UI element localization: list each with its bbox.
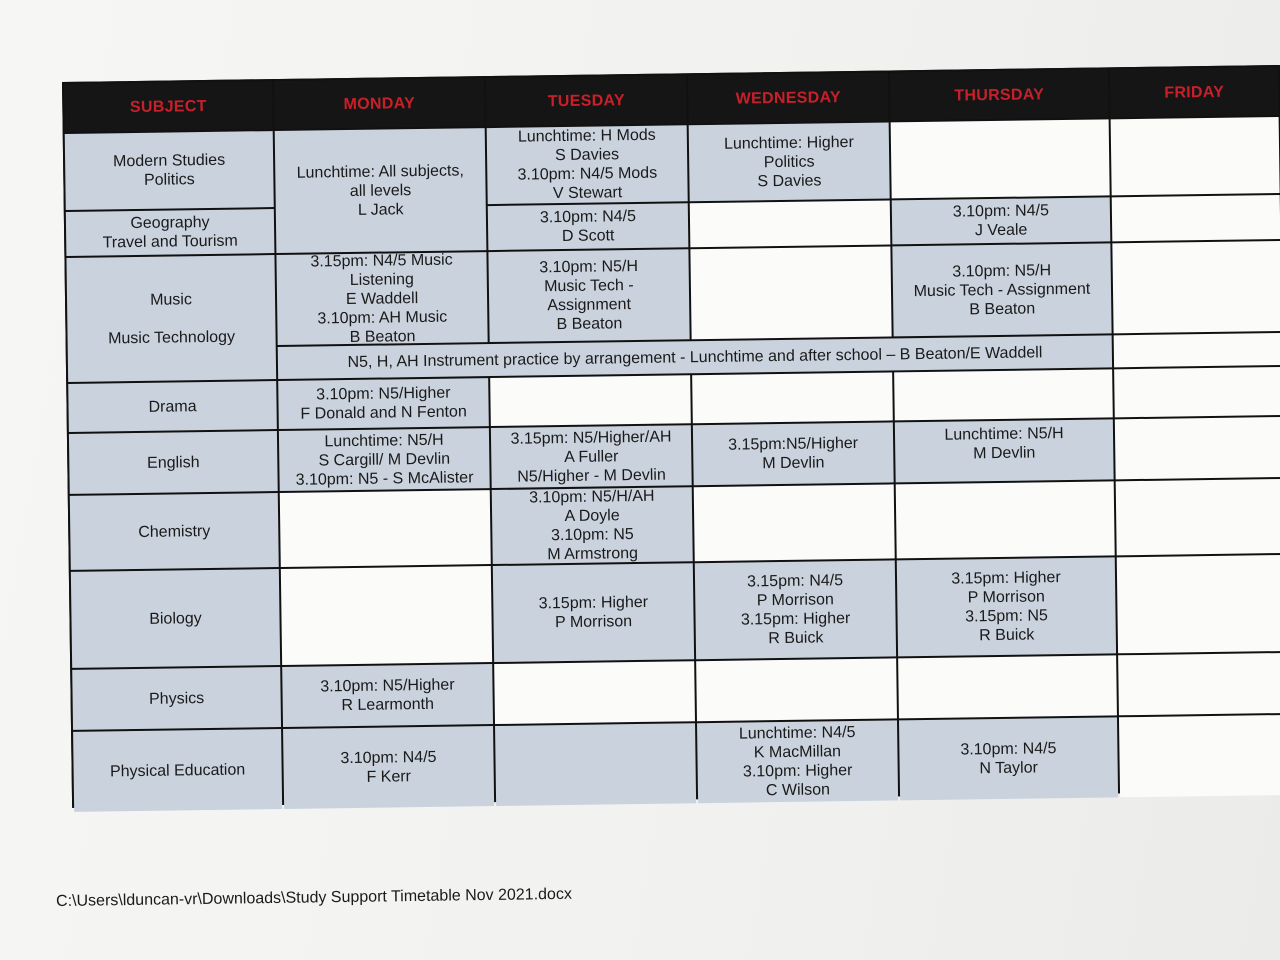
cell-music-tuesday: 3.10pm: N5/H Music Tech - Assignment B Beaton	[488, 249, 689, 342]
header-friday: FRIDAY	[1110, 67, 1279, 117]
cell-drama-tuesday	[490, 375, 691, 426]
cell-pe-tuesday	[495, 723, 696, 806]
cell-ms-friday	[1111, 117, 1280, 195]
cell-music-instrument-practice: N5, H, AH Instrument practice by arrangement - Lunchtime and after school – B Beaton/E Waddell	[278, 335, 1112, 379]
cell-pe-thursday: 3.10pm: N4/5 N Taylor	[899, 717, 1118, 800]
subject-english: English	[69, 431, 278, 494]
cell-bio-wednesday: 3.15pm: N4/5 P Morrison 3.15pm: Higher R Buick	[695, 560, 896, 659]
subject-modern-studies: Modern Studies Politics	[65, 131, 274, 210]
cell-bio-tuesday: 3.15pm: Higher P Morrison	[493, 563, 694, 662]
cell-geo-wednesday	[690, 200, 891, 247]
header-thursday: THURSDAY	[890, 69, 1109, 120]
cell-english-monday: Lunchtime: N5/H S Cargill/ M Devlin 3.10pm: N5 - S McAlister	[279, 428, 490, 491]
subject-drama: Drama	[68, 381, 277, 432]
cell-ms-wednesday: Lunchtime: Higher Politics S Davies	[689, 122, 890, 201]
cell-ms-thursday	[891, 119, 1110, 198]
cell-physics-monday: 3.10pm: N5/Higher R Learmonth	[282, 664, 493, 727]
cell-pe-monday: 3.10pm: N4/5 F Kerr	[283, 726, 494, 809]
cell-english-wednesday: 3.15pm:N5/Higher M Devlin	[693, 422, 894, 485]
cell-music-thursday: 3.10pm: N5/H Music Tech - Assignment B Beaton	[892, 243, 1111, 336]
cell-chem-friday	[1116, 479, 1280, 555]
cell-geo-thursday: 3.10pm: N4/5 J Veale	[892, 197, 1111, 244]
cell-geo-tuesday: 3.10pm: N4/5 D Scott	[488, 203, 689, 250]
subject-geography: Geography Travel and Tourism	[66, 209, 275, 256]
cell-drama-wednesday	[692, 372, 893, 423]
header-subject: SUBJECT	[64, 81, 273, 132]
header-wednesday: WEDNESDAY	[688, 72, 889, 123]
subject-music: Music Music Technology	[66, 255, 276, 382]
cell-bio-monday	[281, 566, 492, 665]
cell-ms-geo-monday: Lunchtime: All subjects, all levels L Jack	[275, 128, 487, 253]
header-monday: MONDAY	[274, 78, 485, 129]
cell-chem-tuesday: 3.10pm: N5/H/AH A Doyle 3.10pm: N5 M Armstrong	[492, 487, 693, 564]
cell-music-monday: 3.15pm: N4/5 Music Listening E Waddell 3.10pm: AH Music B Beaton	[276, 252, 487, 345]
cell-physics-friday	[1118, 653, 1280, 715]
cell-english-tuesday: 3.15pm: N5/Higher/AH A Fuller N5/Higher - M Devlin	[491, 425, 692, 488]
cell-bio-friday	[1117, 555, 1280, 653]
cell-physics-thursday	[898, 655, 1117, 718]
cell-chem-wednesday	[694, 484, 895, 561]
cell-music-instrument-friday	[1114, 333, 1280, 367]
cell-drama-friday	[1114, 367, 1280, 417]
cell-music-wednesday	[690, 246, 891, 339]
cell-physics-wednesday	[696, 658, 897, 721]
cell-english-friday	[1115, 417, 1280, 479]
cell-ms-tuesday: Lunchtime: H Mods S Davies 3.10pm: N4/5 Mods V Stewart	[487, 125, 688, 204]
subject-physics: Physics	[72, 667, 281, 730]
cell-geo-friday	[1112, 195, 1280, 241]
cell-physics-tuesday	[494, 661, 695, 724]
subject-biology: Biology	[71, 569, 280, 668]
cell-bio-thursday: 3.15pm: Higher P Morrison 3.15pm: N5 R Buick	[897, 557, 1116, 656]
subject-chemistry: Chemistry	[70, 493, 279, 570]
cell-english-thursday: Lunchtime: N5/H M Devlin	[895, 419, 1114, 482]
cell-chem-monday	[280, 490, 491, 567]
file-path-footer: C:\Users\lduncan-vr\Downloads\Study Support Timetable Nov 2021.docx	[56, 885, 572, 910]
cell-pe-friday	[1119, 715, 1280, 797]
cell-chem-thursday	[896, 481, 1115, 558]
cell-music-friday	[1112, 241, 1280, 333]
cell-drama-thursday	[894, 369, 1113, 420]
header-tuesday: TUESDAY	[486, 75, 687, 126]
subject-physical-education: Physical Education	[73, 729, 282, 812]
cell-drama-monday: 3.10pm: N5/Higher F Donald and N Fenton	[278, 378, 489, 429]
timetable-table	[62, 65, 1280, 808]
cell-pe-wednesday: Lunchtime: N4/5 K MacMillan 3.10pm: Higher C Wilson	[697, 720, 898, 803]
